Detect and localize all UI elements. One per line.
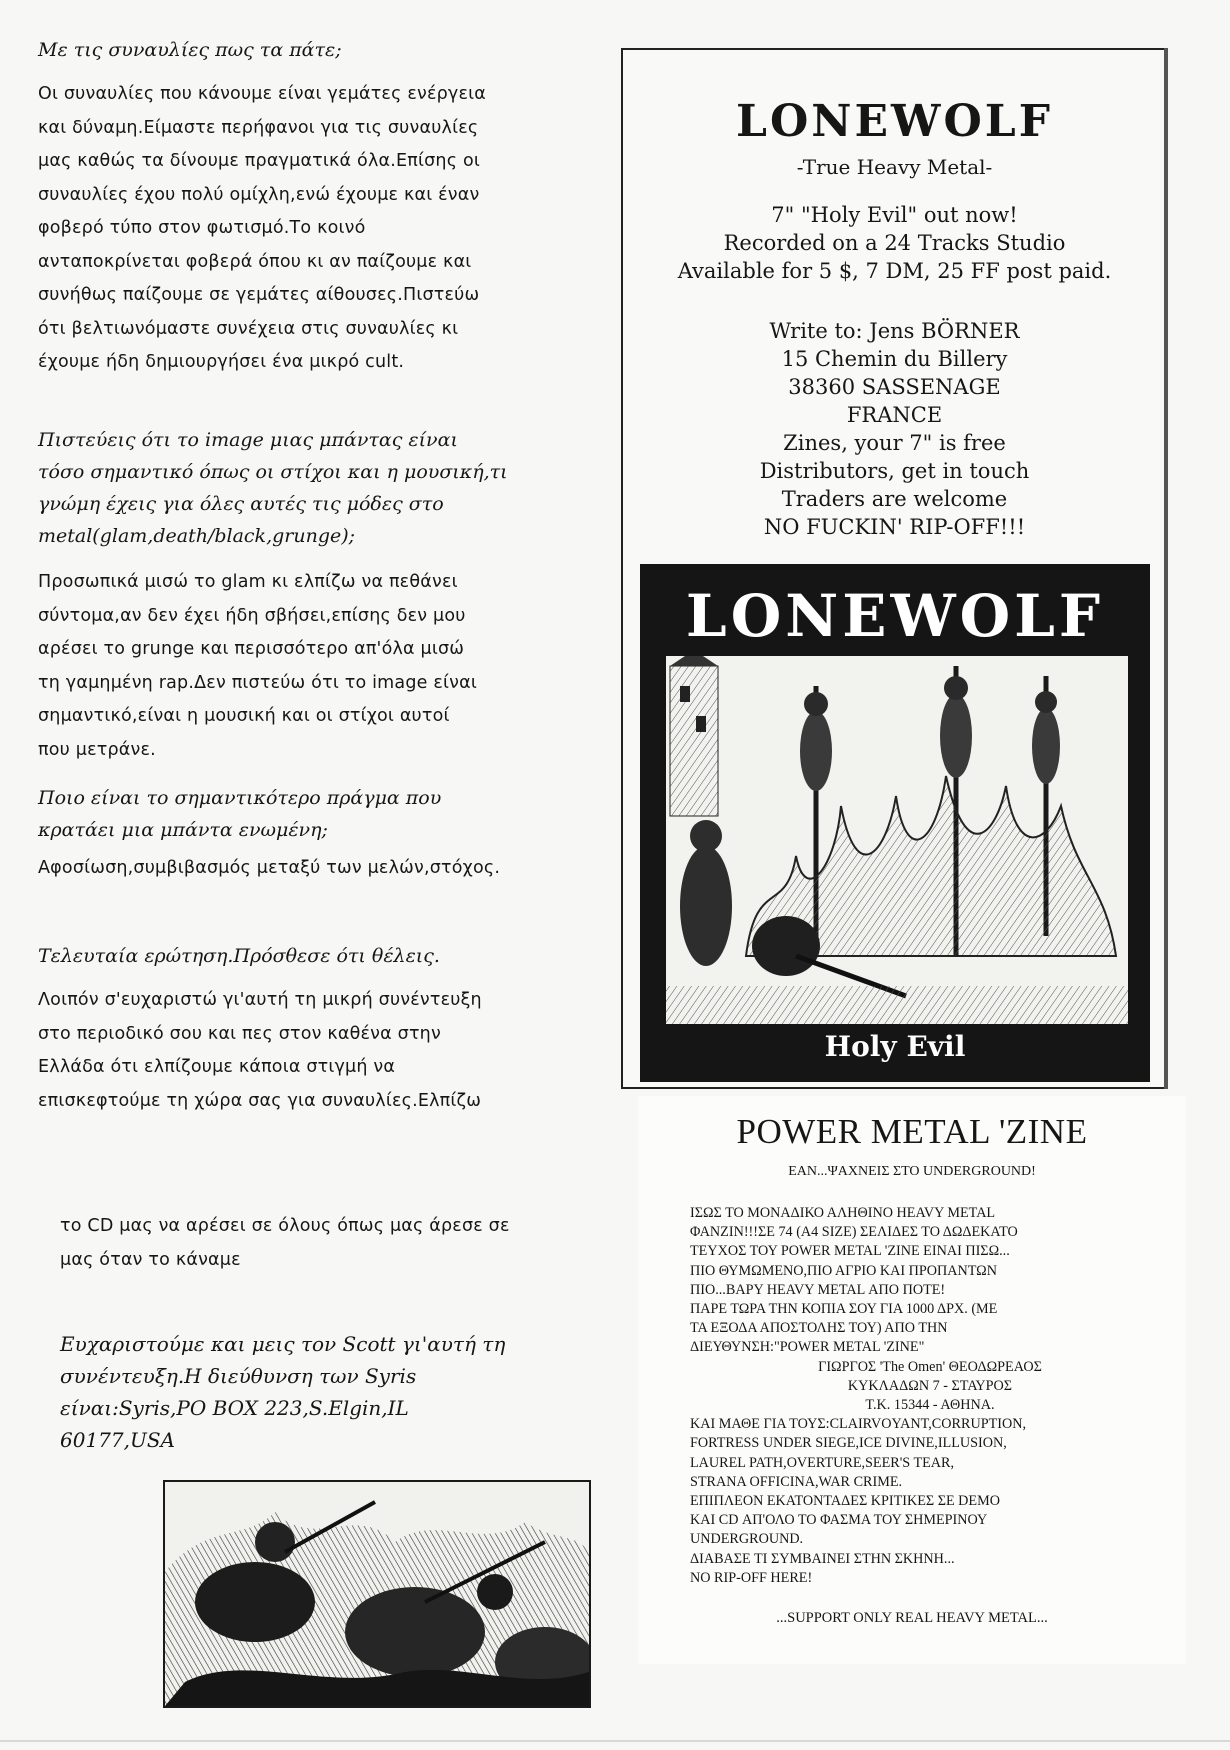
- power-metal-zine-ad: [638, 1096, 1186, 1664]
- release-line: 7" "Holy Evil" out now!: [771, 203, 1018, 227]
- zine-footer: ...SUPPORT ONLY REAL HEAVY METAL...: [776, 1610, 1048, 1626]
- contact-line: NO FUCKIN' RIP-OFF!!!: [763, 515, 1026, 539]
- album-cover: [640, 564, 1150, 1082]
- ad-border-shadow: [1164, 48, 1168, 1089]
- battle-illustration-art: [165, 1482, 589, 1706]
- cover-artwork: [666, 656, 1128, 1024]
- contact-line: 15 Chemin du Billery: [781, 347, 1008, 371]
- contact-line: Write to: Jens BÖRNER: [769, 319, 1020, 343]
- zine-address-line: ΚΥΚΛΑΔΩΝ 7 - ΣΤΑΥΡΟΣ: [847, 1377, 1013, 1394]
- question-unity: Ποιο είναι το σημαντικότερο πράγμα που κρατάει μια μπάντα ενωμένη;: [38, 787, 442, 841]
- answer-last: Λοιπόν σ'ευχαριστώ γι'αυτή τη μικρή συνέντευξη στο περιοδικό σου και πες στον καθένα στην Ελλάδα ότι ελπίζουμε κάποια στιγμή να επισκεφτούμε τη χώρα σας για συναυλίες.Ελπίζω: [38, 990, 482, 1111]
- lonewolf-ad: [621, 48, 1168, 1089]
- price-line: Available for 5 $, 7 DM, 25 FF post paid.: [677, 259, 1112, 283]
- page-bottom-edge: [0, 1740, 1230, 1742]
- cover-artwork-illustration: [666, 656, 1128, 1024]
- zine-description: ΙΣΩΣ ΤΟ ΜΟΝΑΔΙΚΟ ΑΛΗΘΙΝΟ HEAVY METAL ΦΑΝΖΙΝ!!!ΣΕ 74 (A4 SIZE) ΣΕΛΙΔΕΣ ΤΟ ΔΩΔΕΚΑΤΟ ΤΕΥΧΟΣ ΤΟΥ POWER METAL 'ZINE ΕΙΝΑΙ ΠΙΣΩ... ΠΙΟ ΘΥΜΩΜΕΝΟ,ΠΙΟ ΑΓΡΙΟ ΚΑΙ ΠΡΟΠΑΝΤΩΝ ΠΙΟ...ΒΑΡΥ HEAVY METAL ΑΠΟ ΠΟΤΕ! ΠΑΡΕ ΤΩΡΑ ΤΗΝ ΚΟΠΙΑ ΣΟΥ ΓΙΑ 1000 ΔΡΧ. (ΜΕ ΤΑ ΕΞΟΔΑ ΑΠΟΣΤΟΛΗΣ ΤΟΥ) ΑΠΟ ΤΗΝ ΔΙΕΥΘΥΝΣΗ:"POWER METAL 'ZINE" ΓΙΩΡΓΟΣ 'The Omen' ΘΕΟΔΩΡΕΑΟΣ ΚΥΚΛΑΔΩΝ 7 - ΣΤΑΥΡΟΣ Τ.Κ. 15344 - ΑΘΗΝΑ. ΚΑΙ ΜΑΘΕ ΓΙΑ ΤΟΥΣ:CLAIRVOYANT,CORRUPTION, FORTRESS UNDER SIEGE,ICE DIVINE,ILLUSION, LAUREL PATH,OVERTURE,SEER'S TEAR, STRANA OFFICINA,WAR CRIME. ΕΠΙΠΛΕΟΝ ΕΚΑΤΟΝΤΑΔΕΣ ΚΡΙΤΙΚΕΣ ΣΕ DEMO ΚΑΙ CD ΑΠ'ΟΛΟ ΤΟ ΦΑΣΜΑ ΤΟΥ ΣΗΜΕΡΙΝΟΥ UNDERGROUND. ΔΙΑΒΑΣΕ ΤΙ ΣΥΜΒΑΙΝΕΙ ΣΤΗΝ ΣΚΗΝΗ... NO RIP-OFF HERE!: [690, 1204, 1170, 1588]
- cover-title: Holy Evil: [824, 1030, 966, 1063]
- zine-subtitle: ΕΑΝ...ΨΑΧΝΕΙΣ ΣΤΟ UNDERGROUND!: [788, 1164, 1036, 1179]
- contact-line: Traders are welcome: [781, 487, 1008, 511]
- zine-title: POWER METAL 'ZINE: [736, 1112, 1088, 1151]
- answer-last-continued: το CD μας να αρέσει σε όλους όπως μας άρεσε σε μας όταν το κάναμε: [60, 1216, 510, 1270]
- answer-concerts: Οι συναυλίες που κάνουμε είναι γεμάτες ενέργεια και δύναμη.Είμαστε περήφανοι για τις συναυλίες μας καθώς τα δίνουμε πραγματικά όλα.Επίσης οι συναυλίες έχου πολύ ομίχλη,ενώ έχουμε και έναν φοβερό τύπο στον φωτισμό.Το κοινό ανταποκρίνεται φοβερά όπου κι αν παίζουμε και συνήθως παίζουμε σε γεμάτες αίθουσες.Πιστεύω ότι βελτιωνόμαστε συνέχεια στις συναυλίες κι έχουμε ήδη δημιουργήσει ένα μικρό cult.: [38, 84, 486, 372]
- studio-line: Recorded on a 24 Tracks Studio: [723, 231, 1066, 255]
- answer-unity: Αφοσίωση,συμβιβασμός μεταξύ των μελών,στόχος.: [38, 858, 501, 878]
- contact-line: Distributors, get in touch: [759, 459, 1030, 483]
- closing-note: Ευχαριστούμε και μεις τον Scott γι'αυτή τη συνέντευξη.Η διεύθυνση των Syris είναι:Syris,PO BOX 223,S.Elgin,IL 60177,USA: [60, 1332, 506, 1452]
- question-last: Τελευταία ερώτηση.Πρόσθεσε ότι θέλεις.: [38, 945, 440, 967]
- contact-line: Zines, your 7" is free: [783, 431, 1006, 455]
- zine-address-line: Τ.Κ. 15344 - ΑΘΗΝΑ.: [865, 1397, 995, 1414]
- answer-image: Προσωπικά μισώ το glam κι ελπίζω να πεθάνει σύντομα,αν δεν έχει ήδη σβήσει,επίσης δεν μου αρέσει το grunge και περισσότερο απ'όλα μισώ τη γαμημένη rap.Δεν πιστεύω ότι το image είναι σημαντικό,είναι η μουσική και οι στίχοι αυτοί που μετράνε.: [38, 572, 477, 760]
- lonewolf-tagline: -True Heavy Metal-: [796, 155, 993, 179]
- zine-address-line: ΓΙΩΡΓΟΣ 'The Omen' ΘΕΟΔΩΡΕΑΟΣ: [818, 1358, 1042, 1375]
- question-concerts: Με τις συναυλίες πως τα πάτε;: [38, 39, 342, 61]
- battle-illustration: [163, 1480, 591, 1708]
- cover-logo: LONEWOLF: [685, 582, 1105, 650]
- question-image: Πιστεύεις ότι το image μιας μπάντας είναι τόσο σημαντικό όπως οι στίχοι και η μουσική,τι γνώμη έχεις για όλες αυτές τις μόδες στο metal(glam,death/black,grunge);: [38, 429, 508, 547]
- contact-line: 38360 SASSENAGE: [788, 375, 1001, 399]
- lonewolf-logo: LONEWOLF: [736, 96, 1053, 147]
- contact-line: FRANCE: [846, 403, 943, 427]
